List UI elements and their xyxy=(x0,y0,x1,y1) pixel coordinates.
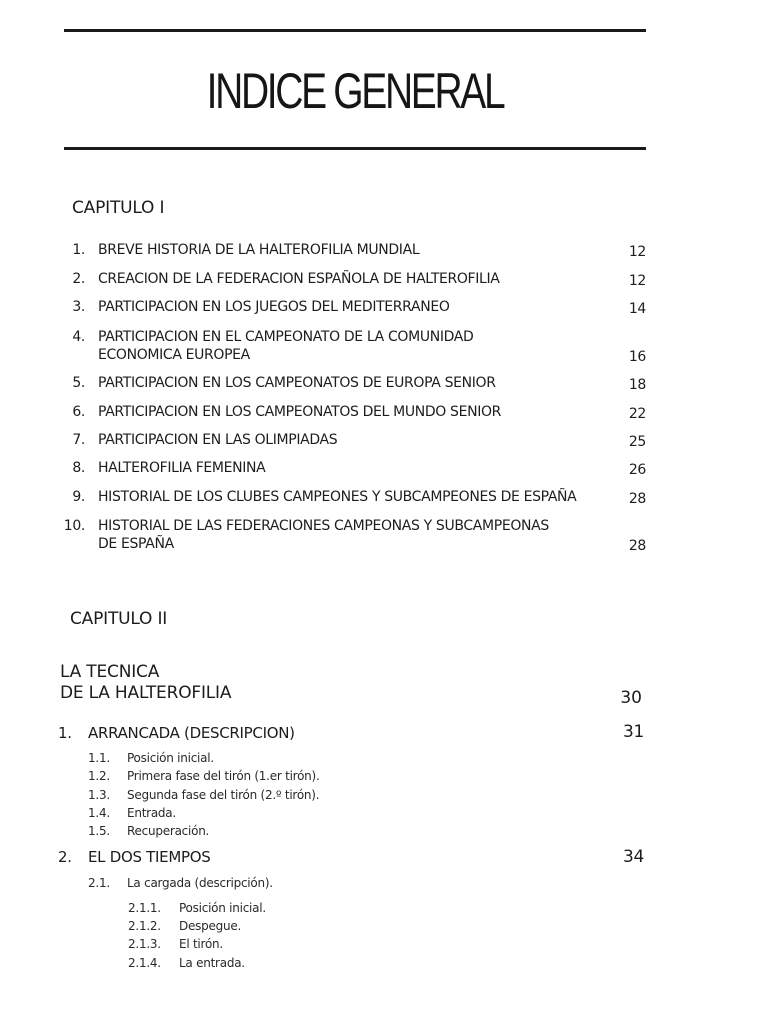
toc-entry xyxy=(54,489,646,506)
toc-entry-title: PARTICIPACION EN EL CAMPEONATO DE LA COMUNIDAD xyxy=(98,329,474,345)
subsub-item-number: 2.1.4. xyxy=(128,956,161,970)
section-title-line: DE LA HALTEROFILIA xyxy=(60,683,232,703)
toc-entry-title: PARTICIPACION EN LOS CAMPEONATOS DEL MUNDO SENIOR xyxy=(98,404,502,420)
toc-entry-page: 28 xyxy=(628,491,646,507)
toc-entry-page: 12 xyxy=(628,244,646,260)
toc-entry-title: HISTORIAL DE LOS CLUBES CAMPEONES Y SUBCAMPEONES DE ESPAÑA xyxy=(98,489,577,505)
toc-entry xyxy=(54,375,646,392)
toc-entry xyxy=(54,271,646,288)
page-title: INDICE GENERAL xyxy=(206,63,504,119)
section-title xyxy=(60,662,231,704)
sub-item-number: 1.3. xyxy=(88,788,110,802)
toc-entry xyxy=(54,242,646,259)
section-title-line: LA TECNICA xyxy=(60,662,160,682)
toc-entry-title: PARTICIPACION EN LAS OLIMPIADAS xyxy=(98,432,338,448)
major-item-title: EL DOS TIEMPOS xyxy=(88,848,211,866)
sub-item-number: 1.1. xyxy=(88,751,110,765)
toc-entry-title: CREACION DE LA FEDERACION ESPAÑOLA DE HALTEROFILIA xyxy=(98,271,500,287)
toc-entry-number: 6. xyxy=(72,404,85,420)
subsub-item-title: La entrada. xyxy=(179,956,245,970)
toc-entry-page: 16 xyxy=(628,349,646,365)
toc-entry xyxy=(54,329,646,365)
toc-entry xyxy=(54,518,646,554)
sub-item-title: Posición inicial. xyxy=(127,751,214,765)
toc-entry-number: 9. xyxy=(72,489,85,505)
toc-entry-page: 14 xyxy=(628,301,646,317)
major-item-number: 1. xyxy=(58,724,72,742)
major-item-page: 31 xyxy=(622,722,644,742)
toc-entry-number: 8. xyxy=(72,460,85,476)
toc-entry-title: PARTICIPACION EN LOS JUEGOS DEL MEDITERRANEO xyxy=(98,299,450,315)
subsub-item-title: Posición inicial. xyxy=(179,901,266,915)
toc-entry-page: 26 xyxy=(628,462,646,478)
toc-entry-number: 5. xyxy=(72,375,85,391)
bottom-rule xyxy=(64,147,646,150)
toc-entry-number: 7. xyxy=(72,432,85,448)
subsub-item-title: El tirón. xyxy=(179,937,223,951)
toc-entry-page: 22 xyxy=(628,406,646,422)
sub-item-title: Segunda fase del tirón (2.º tirón). xyxy=(127,788,320,802)
toc-entry-title: HALTEROFILIA FEMENINA xyxy=(98,460,266,476)
subsub-item-title: Despegue. xyxy=(179,919,242,933)
toc-entry-title: HISTORIAL DE LAS FEDERACIONES CAMPEONAS Y SUBCAMPEONAS xyxy=(98,518,549,534)
toc-entry-number: 4. xyxy=(72,329,85,345)
toc-entry-number: 10. xyxy=(63,518,85,534)
sub-item-number: 1.4. xyxy=(88,806,110,820)
subsub-item-number: 2.1.1. xyxy=(128,901,161,915)
sub-item-title: Entrada. xyxy=(127,806,176,820)
toc-entry xyxy=(54,432,646,449)
toc-entry-number: 1. xyxy=(72,242,85,258)
toc-entry-page: 25 xyxy=(628,434,646,450)
toc-entry-number: 2. xyxy=(72,271,85,287)
toc-entry xyxy=(54,460,646,477)
toc-entry-number: 3. xyxy=(72,299,85,315)
toc-entry-title-continued: ECONOMICA EUROPEA xyxy=(98,347,250,363)
sub-item-number: 1.5. xyxy=(88,824,110,838)
toc-entry-title: BREVE HISTORIA DE LA HALTEROFILIA MUNDIAL xyxy=(98,242,420,258)
subsub-item-number: 2.1.2. xyxy=(128,919,161,933)
major-item-title: ARRANCADA (DESCRIPCION) xyxy=(88,724,295,742)
major-item-page: 34 xyxy=(622,847,644,867)
sub-item-number: 1.2. xyxy=(88,769,110,783)
chapter-two-heading: CAPITULO II xyxy=(70,609,168,629)
toc-entry-page: 12 xyxy=(628,273,646,289)
sub-item-number: 2.1. xyxy=(88,876,110,890)
sub-item-title: La cargada (descripción). xyxy=(127,876,273,890)
section-page-number: 30 xyxy=(620,688,642,708)
toc-entry xyxy=(54,299,646,316)
top-rule xyxy=(64,29,646,32)
subsub-item-number: 2.1.3. xyxy=(128,937,161,951)
toc-entry-page: 18 xyxy=(628,377,646,393)
major-item-number: 2. xyxy=(58,848,72,866)
sub-item-title: Recuperación. xyxy=(127,824,210,838)
toc-entry xyxy=(54,404,646,421)
toc-entry-page: 28 xyxy=(628,538,646,554)
toc-entry-title: PARTICIPACION EN LOS CAMPEONATOS DE EUROPA SENIOR xyxy=(98,375,496,391)
toc-entry-title-continued: DE ESPAÑA xyxy=(98,536,174,552)
sub-item-title: Primera fase del tirón (1.er tirón). xyxy=(127,769,320,783)
chapter-one-heading: CAPITULO I xyxy=(72,198,165,218)
